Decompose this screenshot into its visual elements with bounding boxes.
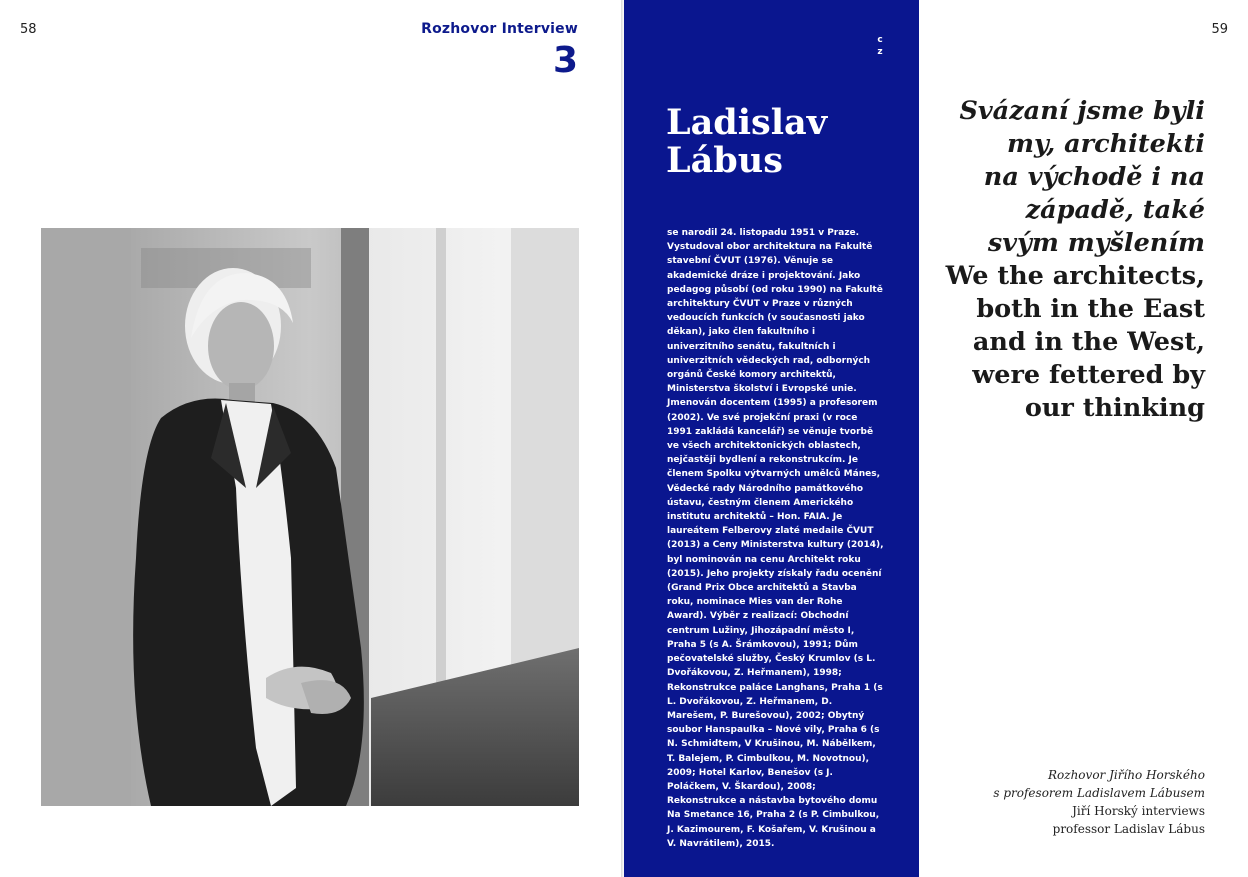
pull-quote	[905, 95, 1205, 425]
interview-credits	[945, 766, 1205, 838]
chapter-number: 3	[552, 40, 578, 81]
credit-line: Jiří Horský interviews	[1072, 804, 1205, 818]
credit-czech	[945, 766, 1205, 802]
person-last-name: Lábus	[666, 140, 783, 181]
language-label	[875, 34, 885, 58]
quote-line: and in the West,	[972, 327, 1205, 357]
quote-line: my, architekti	[1007, 129, 1205, 159]
person-name	[666, 104, 827, 180]
person-first-name: Ladislav	[666, 102, 828, 143]
quote-line: We the architects,	[945, 261, 1205, 291]
language-letter: c	[877, 35, 883, 45]
page-number-left: 58	[20, 22, 37, 37]
section-title: Rozhovor Interview	[421, 21, 578, 37]
credit-english	[945, 802, 1205, 838]
quote-line: Svázaní jsme byli	[959, 96, 1205, 126]
quote-line: západě, také	[1025, 195, 1205, 225]
credit-line: professor Ladislav Lábus	[1052, 822, 1205, 836]
pull-quote-english	[905, 260, 1205, 425]
biography-column	[624, 0, 919, 877]
quote-line: both in the East	[976, 294, 1205, 324]
quote-line: svým myšlením	[987, 228, 1205, 258]
pull-quote-czech	[905, 95, 1205, 260]
page-number-right: 59	[1211, 22, 1228, 37]
quote-line: were fettered by	[972, 360, 1205, 390]
language-letter: z	[877, 47, 883, 57]
quote-line: our thinking	[1024, 393, 1205, 423]
credit-line: s profesorem Ladislavem Lábusem	[993, 786, 1205, 800]
credit-line: Rozhovor Jiřího Horského	[1048, 768, 1205, 782]
portrait-illustration	[41, 228, 579, 806]
portrait-photo	[41, 228, 579, 806]
quote-line: na východě i na	[983, 162, 1205, 192]
biography-text: se narodil 24. listopadu 1951 v Praze. Vystudoval obor architektura na Fakultě stavební ČVUT (1976). Věnuje se akademické dráze i projektování. Jako pedagog působí (od roku 1990) na Fakultě architektury ČVUT v Praze v různých vedoucích funkcích (v současnosti jako děkan), jako člen fakultního i univerzitního senátu, fakultních i univerzitních vědeckých rad, odborných orgánů České komory architektů, Ministerstva školství i Evropské unie. Jmenován docentem (1995) a profesorem (2002). Ve své projekční praxi (v roce 1991 zakládá kancelář) se věnuje tvorbě ve všech architektonických oblastech, nejčastěji bydlení a rekonstrukcím. Je členem Spolku výtvarných umělců Mánes, Vědecké rady Národního památkového ústavu, čestným členem Amerického institutu architektů – Hon. FAIA. Je laureátem Felberovy zlaté medaile ČVUT (2013) a Ceny Ministerstva kultury (2014), byl nominován na cenu Architekt roku (2015). Jeho projekty získaly řadu ocenění (Grand Prix Obce architektů a Stavba roku, nominace Mies van der Rohe Award). Výběr z realizací: Obchodní centrum Lužiny, Jihozápadní město I, Praha 5 (s A. Šrámkovou), 1991; Dům pečovatelské služby, Český Krumlov (s L. Dvořákovou, Z. Heřmanem), 1998; Rekonstrukce paláce Langhans, Praha 1 (s L. Dvořákovou, Z. Heřmanem, D. Marešem, P. Burešovou), 2002; Obytný soubor Hanspaulka – Nové vily, Praha 6 (s N. Schmidtem, V Krušinou, M. Nábělkem, T. Balejem, P. Cimbulkou, M. Novotnou), 2009; Hotel Karlov, Benešov (s J. Poláčkem, V. Škardou), 2008; Rekonstrukce a nástavba bytového domu Na Smetance 16, Praha 2 (s P. Cimbulkou, J. Kazimourem, F. Košařem, V. Krušinou a V. Navrátilem), 2015.	[667, 228, 884, 849]
